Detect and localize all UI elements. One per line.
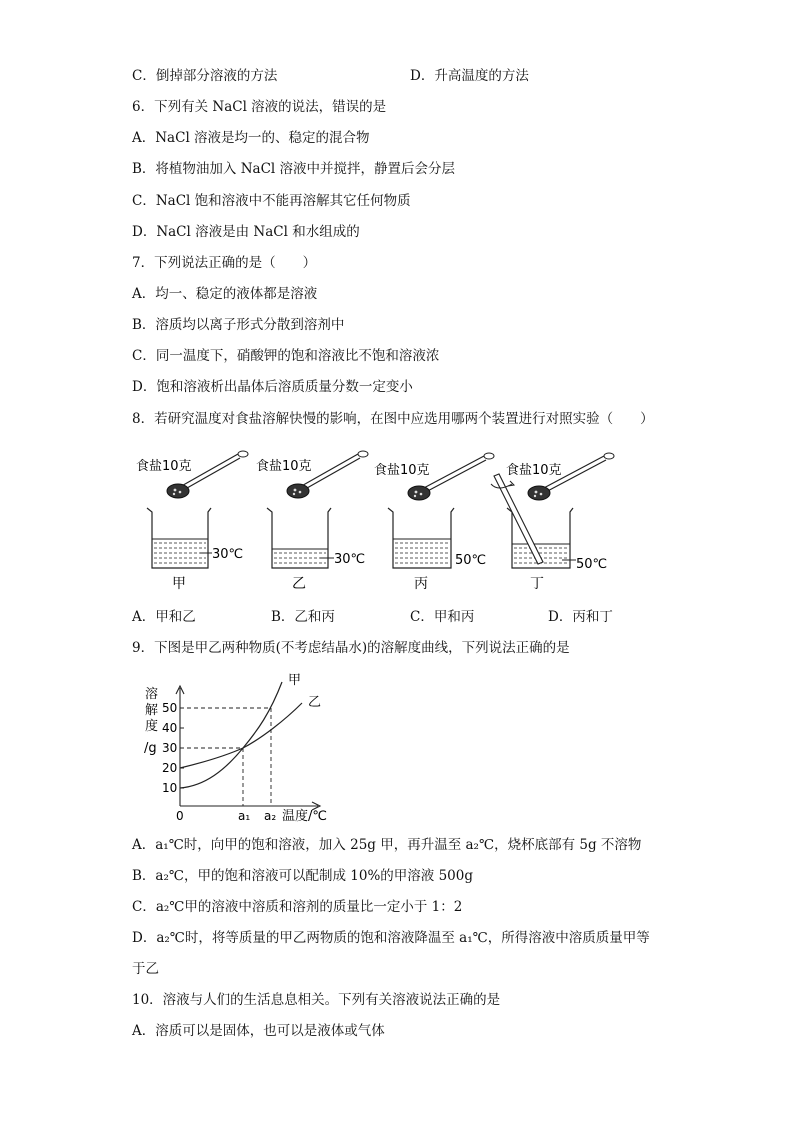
q8-option-b: B．乙和丙	[271, 609, 335, 625]
y-tick-50: 50	[162, 701, 178, 715]
q7-option-b: B．溶质均以离子形式分散到溶剂中	[132, 317, 345, 333]
series-label-jia: 甲	[288, 673, 302, 688]
q6-option-d: D．NaCl 溶液是由 NaCl 和水组成的	[132, 224, 360, 240]
beaker-ding-temp-label: 50℃	[576, 557, 608, 572]
q8-beaker-figure	[0, 440, 794, 610]
beaker-ding-salt-label: 食盐10克	[506, 463, 562, 478]
x-tick-a1: a₁	[238, 809, 251, 823]
q5-option-d: D．升高温度的方法	[410, 68, 529, 84]
q8-option-c: C．甲和丙	[410, 609, 475, 625]
q8-option-d: D．丙和丁	[548, 609, 613, 625]
q6-option-c: C．NaCl 饱和溶液中不能再溶解其它任何物质	[132, 193, 411, 209]
curve-jia	[180, 682, 282, 788]
q9-option-a: A．a₁℃时，向甲的饱和溶液，加入 25g 甲，再升温至 a₂℃，烧杯底部有 5g 不溶物	[132, 837, 642, 853]
y-axis-label-3: 度	[145, 719, 159, 734]
beaker-bing-salt-label: 食盐10克	[374, 463, 430, 478]
x-tick-a2: a₂	[264, 809, 277, 823]
y-axis-label-4: /g	[144, 741, 157, 756]
q10-stem: 10．溶液与人们的生活息息相关。下列有关溶液说法正确的是	[132, 992, 501, 1008]
q8-stem: 8．若研究温度对食盐溶解快慢的影响，在图中应选用哪两个装置进行对照实验（ ）	[132, 411, 654, 427]
curve-yi	[180, 703, 302, 768]
x-axis-label: 温度/℃	[282, 809, 327, 824]
q7-option-d: D．饱和溶液析出晶体后溶质质量分数一定变小	[132, 379, 413, 395]
beaker-bing-name: 丙	[414, 576, 428, 592]
beaker-yi-salt-label: 食盐10克	[256, 459, 312, 474]
q8-option-a: A．甲和乙	[132, 609, 196, 625]
y-axis-label-2: 解	[145, 703, 159, 718]
q9-option-c: C．a₂℃甲的溶液中溶质和溶剂的质量比一定小于 1：2	[132, 899, 463, 915]
beaker-ding-name: 丁	[530, 576, 544, 592]
q6-option-a: A．NaCl 溶液是均一的、稳定的混合物	[132, 130, 370, 146]
beaker-jia-temp-label: 30℃	[212, 547, 244, 562]
solubility-graph	[0, 668, 794, 828]
beaker-yi	[256, 451, 368, 592]
q7-stem: 7．下列说法正确的是（ ）	[132, 255, 317, 271]
q7-option-a: A．均一、稳定的液体都是溶液	[132, 286, 318, 302]
q9-stem: 9．下图是甲乙两种物质(不考虑结晶水)的溶解度曲线，下列说法正确的是	[132, 640, 570, 656]
beaker-yi-name: 乙	[292, 576, 306, 592]
q6-stem: 6．下列有关 NaCl 溶液的说法，错误的是	[132, 99, 387, 115]
q5-option-c: C．倒掉部分溶液的方法	[132, 68, 278, 84]
beaker-bing	[374, 453, 494, 592]
q10-option-a: A．溶质可以是固体，也可以是液体或气体	[132, 1023, 385, 1039]
q6-option-b: B．将植物油加入 NaCl 溶液中并搅拌，静置后会分层	[132, 161, 456, 177]
beaker-ding	[491, 453, 614, 592]
q9-option-b: B．a₂℃，甲的饱和溶液可以配制成 10%的甲溶液 500g	[132, 868, 473, 884]
beaker-jia-name: 甲	[172, 576, 186, 592]
y-tick-20: 20	[162, 761, 178, 775]
origin-label: 0	[176, 809, 184, 823]
beaker-jia	[136, 451, 248, 592]
y-tick-40: 40	[162, 721, 178, 735]
y-tick-30: 30	[162, 741, 178, 755]
q9-option-d-continued: 于乙	[132, 961, 159, 977]
y-tick-10: 10	[162, 781, 178, 795]
beaker-bing-temp-label: 50℃	[455, 553, 487, 568]
beaker-yi-temp-label: 30℃	[334, 552, 366, 567]
q9-option-d: D．a₂℃时，将等质量的甲乙两物质的饱和溶液降温至 a₁℃，所得溶液中溶质质量甲等	[132, 930, 650, 946]
beaker-jia-salt-label: 食盐10克	[136, 459, 192, 474]
q7-option-c: C．同一温度下，硝酸钾的饱和溶液比不饱和溶液浓	[132, 348, 440, 364]
series-label-yi: 乙	[308, 695, 322, 710]
y-axis-label-1: 溶	[145, 687, 159, 702]
